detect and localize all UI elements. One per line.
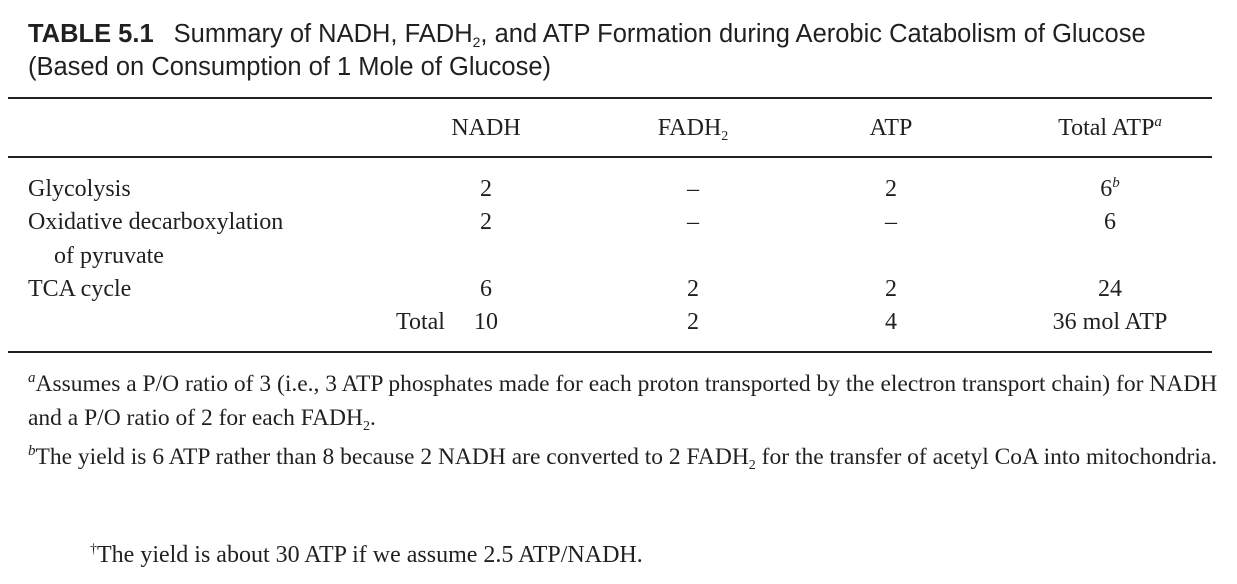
footnote-marker: b	[28, 443, 36, 459]
col-header-nadh: NADH	[451, 115, 521, 141]
row-label-continuation: of pyruvate	[54, 243, 164, 269]
row-label-oxidative-decarboxylation: Oxidative decarboxylation	[28, 209, 284, 235]
cell-glycolysis-fadh2: –	[687, 176, 699, 202]
table-title: Summary of NADH, $FADH_2$, and ATP Formation during Aerobic Catabolism of Glucose (Based on Consumption of 1 Mole of Glucose)	[28, 20, 1146, 81]
col-header-fadh2: $FADH_2$	[657, 115, 729, 144]
cell-oxdecarb-atp: –	[885, 209, 897, 235]
cell-total-nadh: 10	[474, 309, 498, 335]
footnote-marker: a	[1154, 114, 1162, 130]
footnote-a: $^a$Assumes a P/O ratio of 3 (i.e., 3 ATP phosphates made for each proton transported by the electron transport chain) for NADH and a P/O ratio of 2 for each $FADH_2$.	[28, 370, 1218, 434]
footnote-marker: a	[28, 370, 36, 386]
cell-oxdecarb-total: 6	[1104, 209, 1116, 235]
table-caption	[28, 18, 1208, 84]
col-header-total-atp: Total ATP$^a$	[1058, 114, 1162, 141]
footnote-marker: b	[1112, 175, 1120, 191]
cell-tca-fadh2: 2	[687, 276, 699, 302]
row-label-tca-cycle: TCA cycle	[28, 276, 132, 302]
dagger-note: †The yield is about 30 ATP if we assume 2.5 ATP/NADH.	[90, 542, 643, 568]
header-rule	[8, 156, 1212, 158]
bottom-rule	[8, 351, 1212, 353]
col-header-atp: ATP	[869, 115, 913, 141]
total-row-label: Total	[396, 309, 445, 335]
cell-tca-nadh: 6	[480, 276, 492, 302]
cell-oxdecarb-fadh2: –	[687, 209, 699, 235]
dagger-marker: †	[90, 542, 97, 557]
cell-total-fadh2: 2	[687, 309, 699, 335]
table-number: TABLE 5.1	[28, 20, 154, 48]
cell-oxdecarb-nadh: 2	[480, 209, 492, 235]
cell-total-total-atp: 36 mol ATP	[1052, 309, 1168, 335]
footnote-b: $^b$The yield is 6 ATP rather than 8 because 2 NADH are converted to 2 $FADH_2$ for the transfer of acetyl CoA into mitochondria.	[28, 443, 1218, 473]
cell-tca-atp: 2	[885, 276, 897, 302]
cell-glycolysis-atp: 2	[885, 176, 897, 202]
cell-tca-total: 24	[1098, 276, 1122, 302]
top-rule	[8, 97, 1212, 99]
cell-glycolysis-nadh: 2	[480, 176, 492, 202]
row-label-glycolysis: Glycolysis	[28, 176, 131, 202]
cell-total-atp: 4	[885, 309, 897, 335]
cell-glycolysis-total: 6$^b$	[1100, 175, 1120, 202]
